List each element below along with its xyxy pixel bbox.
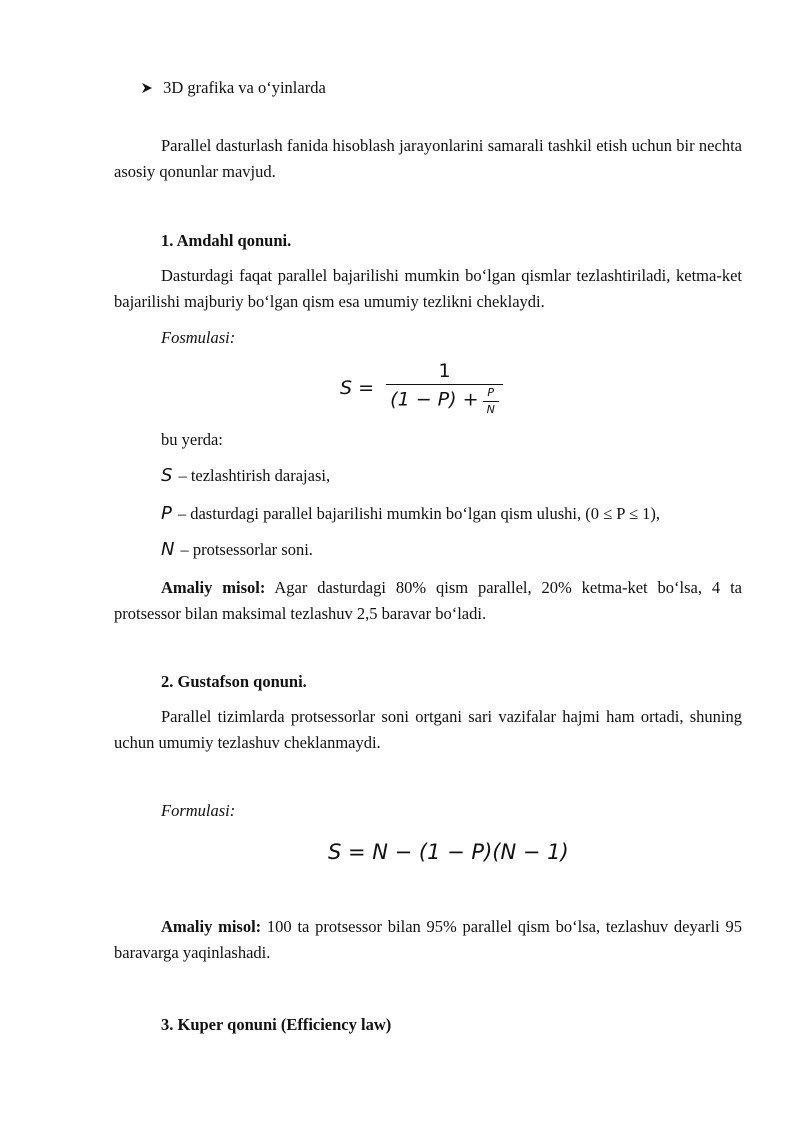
formula-lhs: S = (340, 377, 375, 399)
bullet-text: 3D grafika va o‘yinlarda (163, 78, 326, 97)
kuper-title: 3. Kuper qonuni (Efficiency law) (161, 1015, 392, 1034)
symbol-p: P (161, 503, 172, 524)
definition-p-text: – dasturdagi parallel bajarilishi mumkin bo‘lgan qism ulushi, (0 ≤ P ≤ 1), (177, 504, 661, 523)
intro-paragraph: Parallel dasturlash fanida hisoblash jarayonlarini samarali tashkil etish uchun bir nechta asosiy qonunlar mavjud. (114, 136, 742, 181)
definition-n (161, 539, 313, 560)
amdahl-example (114, 575, 742, 627)
gustafson-example-text: 100 ta protsessor bilan 95% parallel qism bo‘lsa, tezlashuv deyarli 95 baravarga yaqinlashadi. (114, 917, 742, 962)
definition-s (161, 465, 330, 486)
definition-p (161, 503, 660, 524)
formula-den-left: (1 − P) + (390, 388, 479, 411)
formula-denominator (386, 384, 503, 416)
gustafson-description: Parallel tizimlarda protsessorlar soni ortgani sari vazifalar hajmi ham ortadi, shuning uchun umumiy tezlashuv cheklanmaydi. (114, 707, 742, 752)
symbol-n: N (161, 539, 175, 560)
amdahl-example-label: Amaliy misol: (161, 578, 266, 597)
definition-s-text: – tezlashtirish darajasi, (178, 466, 331, 485)
definition-n-text: – protsessorlar soni. (180, 540, 313, 559)
amdahl-example-text: Agar dasturdagi 80% qism parallel, 20% ketma-ket bo‘lsa, 4 ta protsessor bilan maksimal tezlashuv 2,5 baravar bo‘ladi. (114, 578, 742, 623)
bullet-item (141, 78, 326, 98)
formula-numerator: 1 (438, 360, 451, 382)
formula-n: N (483, 401, 499, 416)
gustafson-title: 2. Gustafson qonuni. (161, 672, 307, 691)
formula-p-over-n (483, 387, 499, 416)
amdahl-title: 1. Amdahl qonuni. (161, 231, 292, 250)
where-label: bu yerda: (161, 430, 223, 449)
symbol-s: S (161, 465, 173, 486)
formula-p: P (487, 386, 495, 399)
gustafson-example-label: Amaliy misol: (161, 917, 262, 936)
amdahl-description: Dasturdagi faqat parallel bajarilishi mumkin bo‘lgan qismlar tezlashtiriladi, ketma-ket bajarilishi majburiy bo‘lgan qism esa umumiy tezlikni cheklaydi. (114, 266, 742, 311)
gustafson-example (114, 914, 742, 966)
gustafson-formula: S = N − (1 − P)(N − 1) (328, 840, 569, 864)
amdahl-formula-label: Fosmulasi: (161, 328, 236, 347)
gustafson-formula-label: Formulasi: (161, 801, 236, 820)
formula-fraction (386, 360, 503, 416)
arrowhead-bullet-icon (141, 82, 153, 94)
amdahl-formula (340, 360, 503, 416)
